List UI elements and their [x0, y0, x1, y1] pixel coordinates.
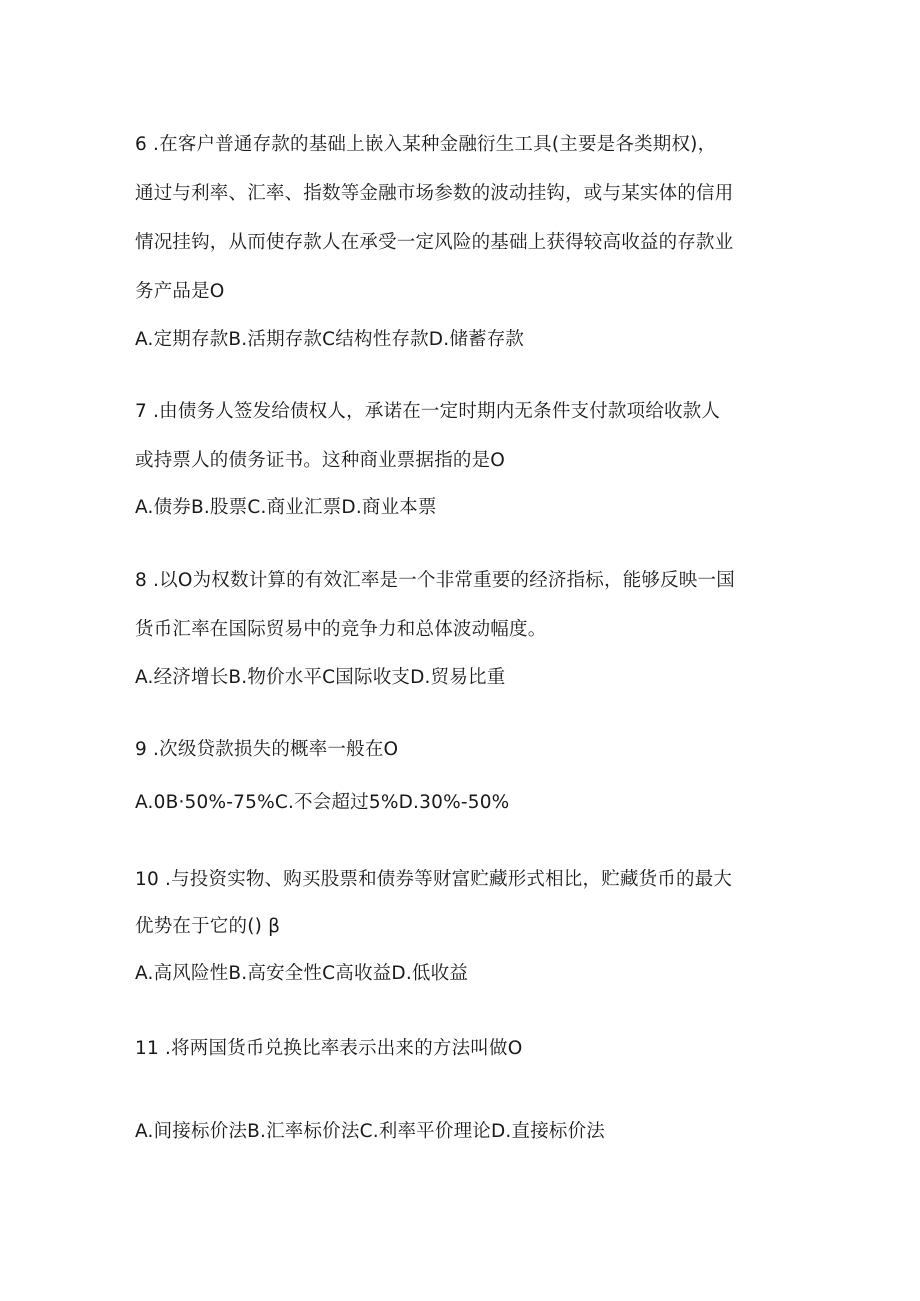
question-8-line-1: 8 .以O为权数计算的有效汇率是一个非常重要的经济指标，能够反映一国 — [135, 570, 735, 591]
question-6-line-3: 情况挂钩，从而使存款人在承受一定风险的基础上获得较高收益的存款业 — [135, 232, 734, 253]
question-10-line-1: 10 .与投资实物、购买股票和债券等财富贮藏形式相比，贮藏货币的最大 — [135, 869, 733, 890]
question-7-line-1: 7 .由债务人签发给债权人，承诺在一定时期内无条件支付款项给收款人 — [135, 401, 721, 422]
question-6-line-2: 通过与利率、汇率、指数等金融市场参数的波动挂钩，或与某实体的信用 — [135, 183, 734, 204]
question-7-line-2: 或持票人的债务证书。这种商业票据指的是O — [135, 450, 506, 471]
question-6-line-4: 务产品是O — [135, 281, 225, 302]
question-6-options: A.定期存款B.活期存款C结构性存款D.储蓄存款 — [135, 329, 525, 350]
question-7-options: A.债券B.股票C.商业汇票D.商业本票 — [135, 497, 437, 518]
question-10-line-2: 优势在于它的() β — [135, 916, 281, 937]
question-8-options: A.经济增长B.物价水平C国际收支D.贸易比重 — [135, 667, 506, 688]
question-8-line-2: 货币汇率在国际贸易中的竞争力和总体波动幅度。 — [135, 619, 547, 640]
question-10-options: A.高风险性B.高安全性C高收益D.低收益 — [135, 963, 469, 984]
question-9-options: A.0B·50%-75%C.不会超过5%D.30%-50% — [135, 792, 510, 813]
question-11-line-1: 11 .将两国货币兑换比率表示出来的方法叫做O — [135, 1038, 523, 1059]
question-11-options: A.间接标价法B.汇率标价法C.利率平价理论D.直接标价法 — [135, 1121, 606, 1142]
question-9-line-1: 9 .次级贷款损失的概率一般在O — [135, 739, 399, 760]
question-6-line-1: 6 .在客户普通存款的基础上嵌入某种金融衍生工具(主要是各类期权)， — [135, 134, 717, 155]
